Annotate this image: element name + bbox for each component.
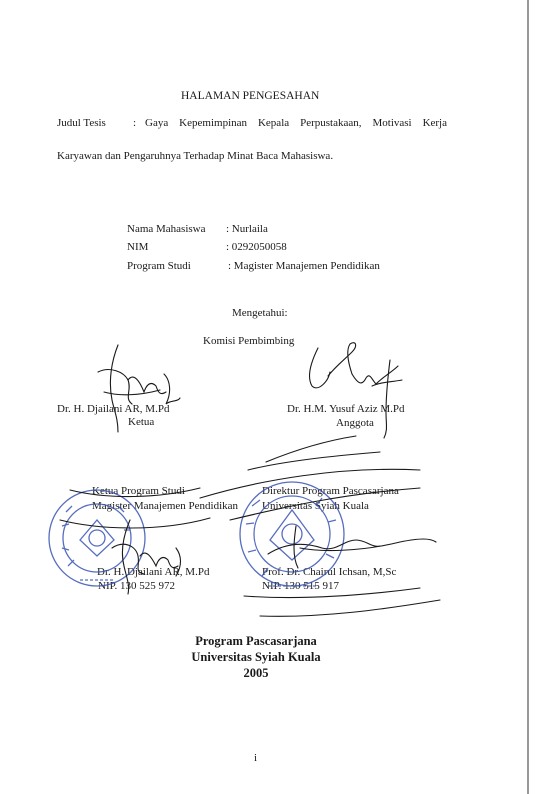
left-block-line-2: Magister Manajemen Pendidikan [92, 500, 239, 512]
footer-university: Universitas Syiah Kuala [191, 650, 321, 664]
left-block-nip: NIP. 130 525 972 [98, 580, 176, 592]
ketua-role: Ketua [128, 416, 155, 428]
field-value-nim: : 0292050058 [226, 241, 287, 253]
judul-line-1: Gaya Kepemimpinan Kepala Perpustakaan, Motivasi Kerja [145, 117, 447, 129]
footer-program: Program Pascasarjana [195, 634, 317, 648]
page-number: i [254, 752, 258, 764]
field-value-nama: : Nurlaila [226, 223, 268, 235]
anggota-role: Anggota [336, 417, 374, 429]
page-title: HALAMAN PENGESAHAN [181, 90, 320, 102]
left-block-name: Dr. H. Djailani AR, M.Pd [97, 566, 210, 578]
mengetahui-text: Mengetahui: [232, 307, 288, 319]
left-block-line-1: Ketua Program Studi [92, 485, 185, 497]
komisi-text: Komisi Pembimbing [203, 335, 295, 347]
right-block-line-2: Universitas Syiah Kuala [262, 500, 369, 512]
right-block-name: Prof. Dr. Chairul Ichsan, M,Sc [262, 566, 397, 578]
judul-label: Judul Tesis [57, 117, 106, 129]
judul-line-2: Karyawan dan Pengaruhnya Terhadap Minat Baca Mahasiswa. [57, 150, 334, 162]
footer-year: 2005 [243, 666, 269, 680]
field-label-prodi: Program Studi [127, 260, 191, 272]
right-block-signature [200, 436, 440, 616]
ketua-name: Dr. H. Djailani AR, M.Pd [57, 403, 170, 415]
anggota-signature [310, 343, 402, 438]
right-official-stamp [240, 482, 344, 586]
right-block-line-1: Direktur Program Pascasarjana [262, 485, 399, 497]
left-official-stamp [49, 490, 145, 586]
anggota-name: Dr. H.M. Yusuf Aziz M.Pd [287, 403, 405, 415]
field-label-nama: Nama Mahasiswa [127, 223, 206, 235]
field-label-nim: NIM [127, 241, 149, 253]
judul-colon: : [133, 117, 137, 129]
right-block-nip: NIP. 130 515 917 [262, 580, 340, 592]
field-value-prodi: : Magister Manajemen Pendidikan [228, 260, 380, 272]
ketua-signature [98, 345, 180, 432]
left-block-signature [60, 488, 210, 594]
